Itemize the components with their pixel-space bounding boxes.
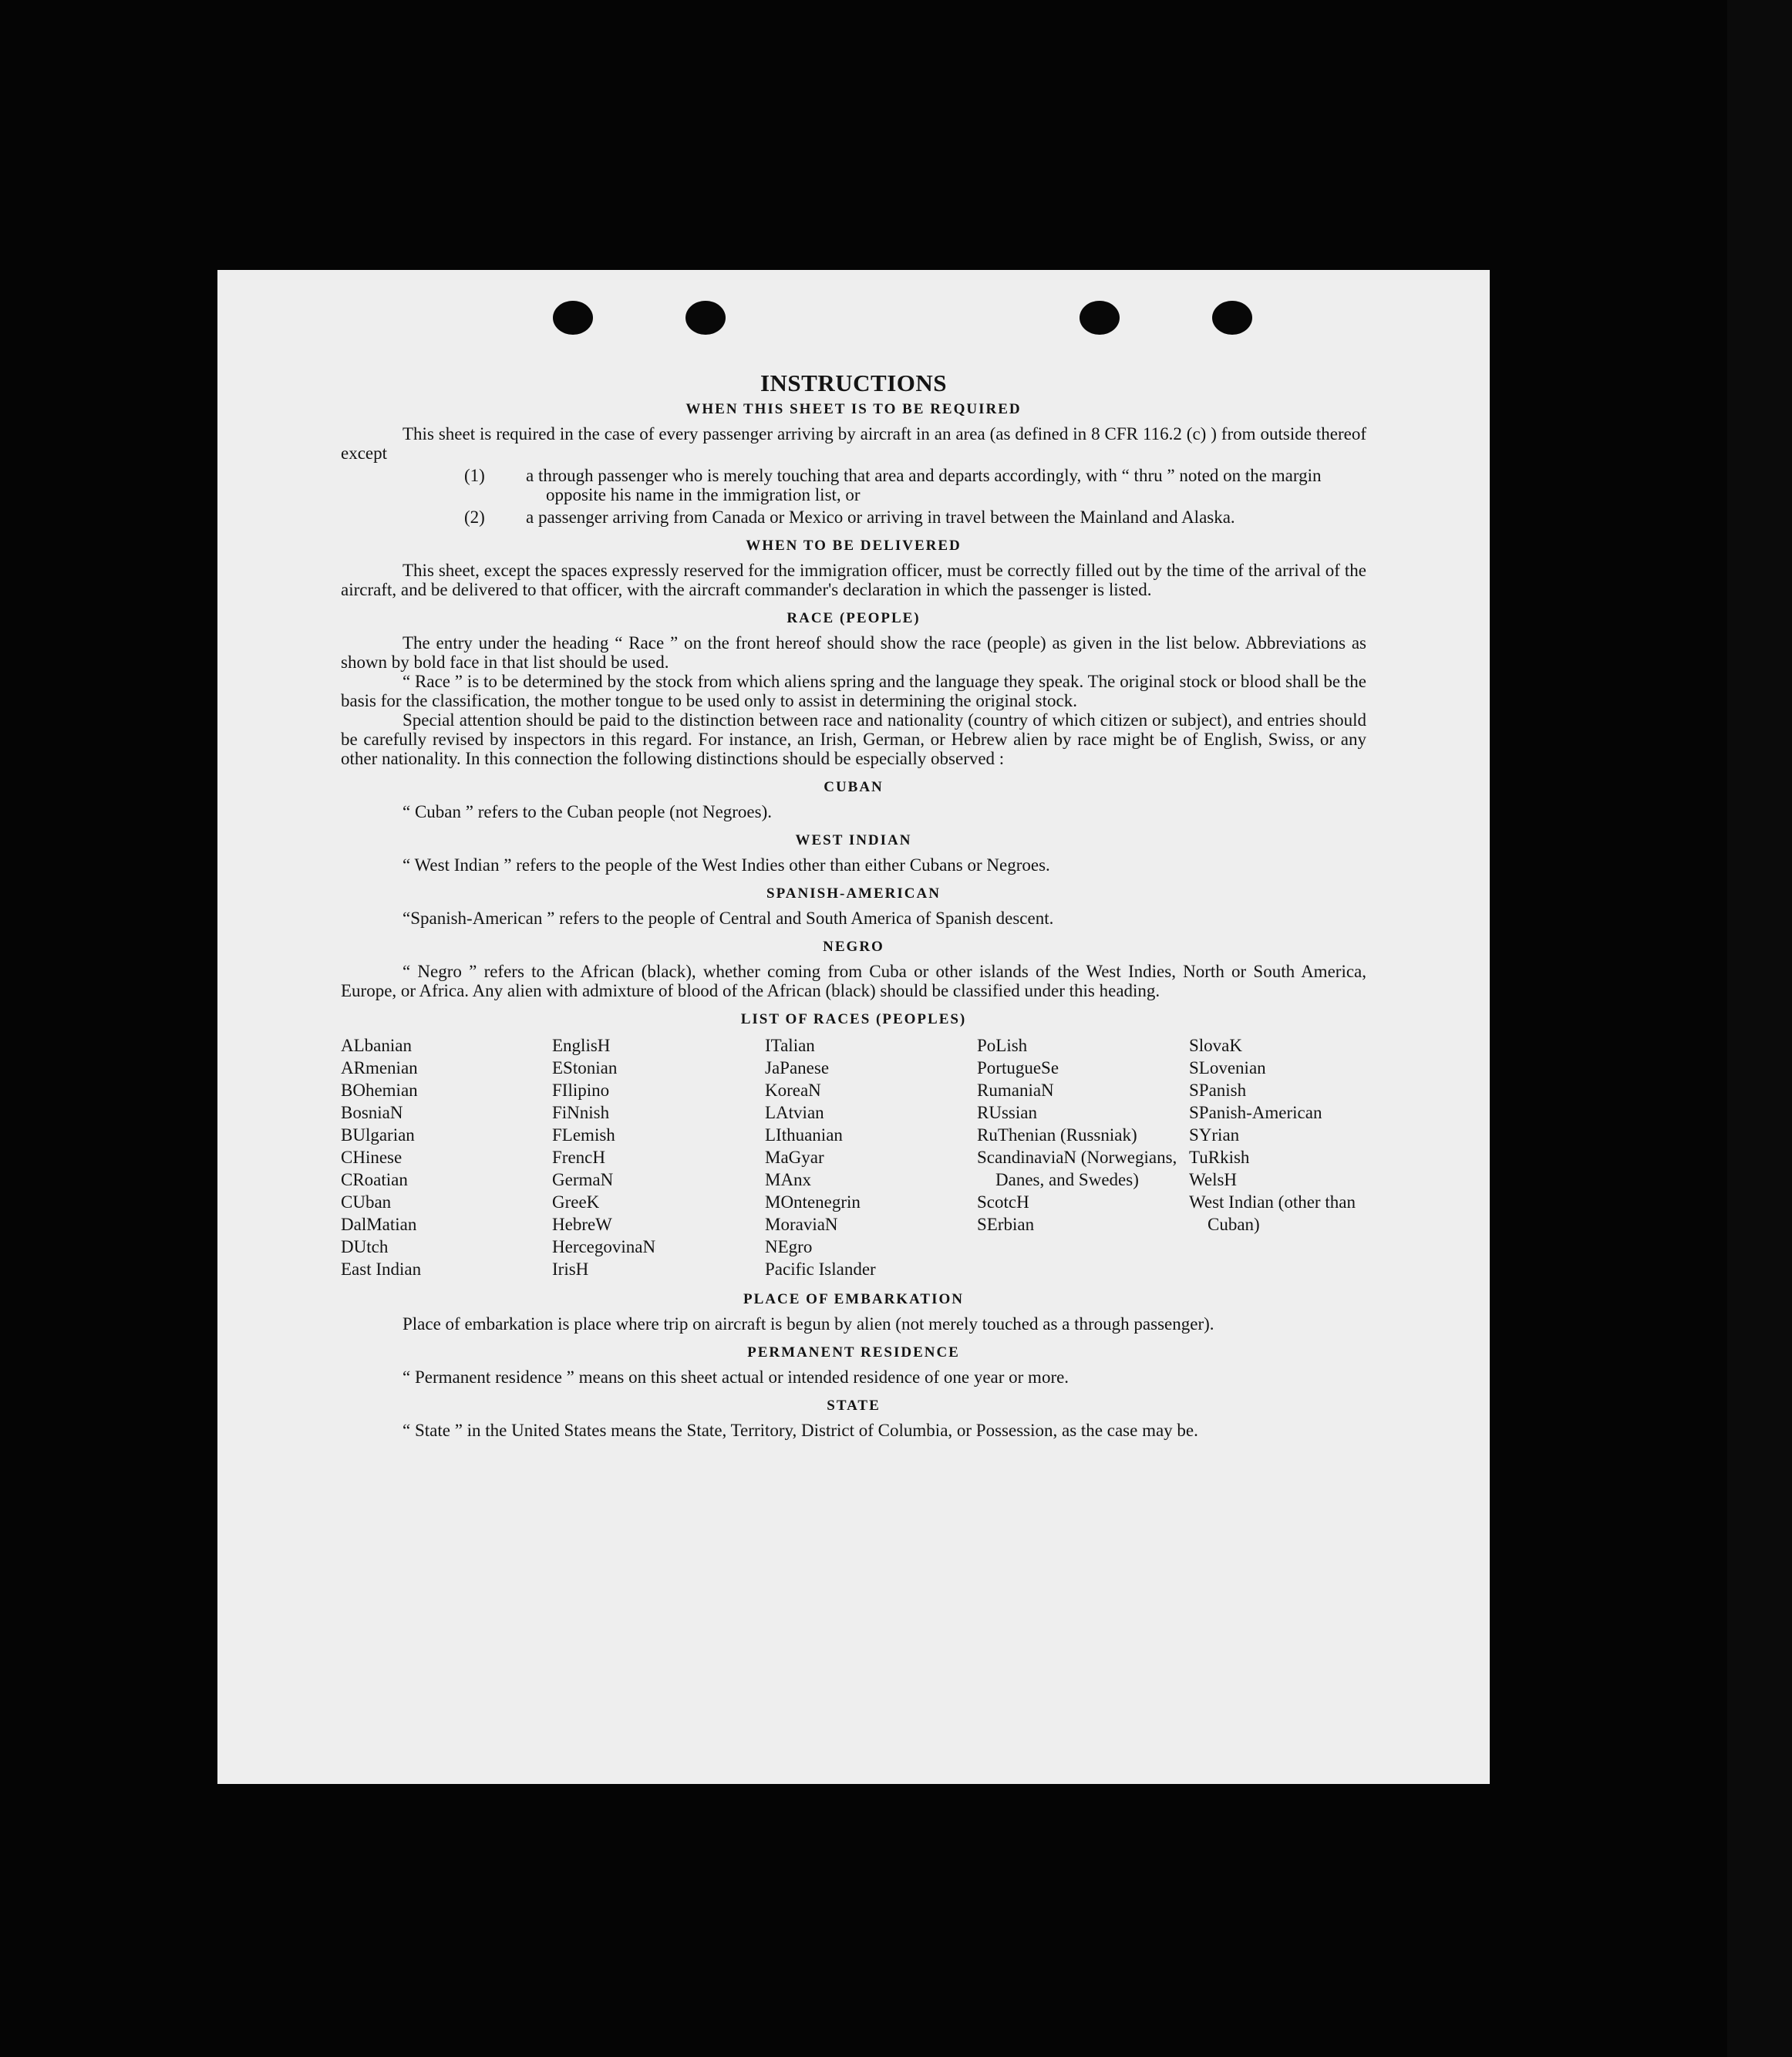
- race-entry: PoLish: [977, 1036, 1028, 1055]
- race-entry: NEgro: [765, 1237, 813, 1256]
- race-entry: CRoatian: [341, 1170, 408, 1189]
- race-entry: ARmenian: [341, 1058, 418, 1077]
- race-entry: ScotcH: [977, 1192, 1029, 1212]
- race-entry: ITalian: [765, 1036, 815, 1055]
- race-entry: SPanish: [1189, 1081, 1247, 1100]
- section-heading-west-indian: WEST INDIAN: [795, 832, 912, 848]
- race-entry: West Indian (other than Cuban): [1189, 1192, 1356, 1234]
- race-paragraph-1: The entry under the heading “ Race ” on the front hereof should show the race (people) as given in the list below. Abbreviations as shown by bold face in that list should be used.: [341, 633, 1366, 672]
- embarkation-text: Place of embarkation is place where trip on aircraft is begun by alien (not merely touched as a through passenger).: [403, 1314, 1214, 1334]
- race-entry: SlovaK: [1189, 1036, 1242, 1055]
- punch-hole: [1080, 301, 1120, 335]
- section-heading-spanish-american: SPANISH-AMERICAN: [766, 885, 941, 902]
- race-entry: IrisH: [552, 1259, 589, 1279]
- section-heading-embarkation: PLACE OF EMBARKATION: [743, 1291, 964, 1307]
- section-heading-cuban: CUBAN: [824, 779, 884, 795]
- page-title: INSTRUCTIONS: [760, 369, 947, 396]
- race-entry: DalMatian: [341, 1215, 417, 1234]
- race-entry: SYrian: [1189, 1125, 1240, 1145]
- race-entry: RumaniaN: [977, 1081, 1054, 1100]
- race-entry: TuRkish: [1189, 1148, 1250, 1167]
- race-entry: East Indian: [341, 1259, 422, 1279]
- races-list: [341, 1034, 1366, 1280]
- race-entry: RuThenian (Russniak): [977, 1125, 1137, 1145]
- race-entry: GreeK: [552, 1192, 600, 1212]
- race-entry: Pacific Islander: [765, 1259, 876, 1279]
- race-entry: ScandinaviaN (Norwegians, Danes, and Swedes): [977, 1148, 1177, 1189]
- race-entry: FrencH: [552, 1148, 605, 1167]
- race-entry: MAnx: [765, 1170, 812, 1189]
- race-entry: PortugueSe: [977, 1058, 1059, 1077]
- section-heading-state: STATE: [827, 1398, 881, 1414]
- exception-item-1: [341, 466, 1366, 504]
- sheet-content: [341, 370, 1366, 1440]
- punch-hole: [553, 301, 593, 335]
- race-entry: FLemish: [552, 1125, 615, 1145]
- race-entry: BOhemian: [341, 1081, 418, 1100]
- race-entry: KoreaN: [765, 1081, 821, 1100]
- race-entry: EStonian: [552, 1058, 618, 1077]
- race-entry: ALbanian: [341, 1036, 412, 1055]
- race-entry: JaPanese: [765, 1058, 830, 1077]
- races-column: [552, 1034, 765, 1280]
- race-entry: FIlipino: [552, 1081, 610, 1100]
- when-delivered-text: This sheet, except the spaces expressly reserved for the immigration officer, must be correctly filled out by the time of the arrival of the aircraft, and be delivered to that officer, with the aircraft commander's declaration in which the passenger is listed.: [341, 561, 1366, 599]
- race-entry: RUssian: [977, 1103, 1037, 1122]
- race-entry: MOntenegrin: [765, 1192, 861, 1212]
- race-entry: SErbian: [977, 1215, 1035, 1234]
- cuban-text: “ Cuban ” refers to the Cuban people (not Negroes).: [403, 802, 773, 821]
- negro-text: “ Negro ” refers to the African (black), whether coming from Cuba or other islands of the West Indies, North or South America, Europe, or Africa. Any alien with admixture of blood of the African (black) should be classified under this heading.: [341, 962, 1366, 1000]
- race-entry: CHinese: [341, 1148, 403, 1167]
- race-entry: LIthuanian: [765, 1125, 843, 1145]
- race-entry: HercegovinaN: [552, 1237, 656, 1256]
- race-entry: LAtvian: [765, 1103, 824, 1122]
- punch-hole: [685, 301, 726, 335]
- races-column: [765, 1034, 977, 1280]
- section-heading-when-delivered: WHEN TO BE DELIVERED: [746, 538, 962, 554]
- spanish-american-text: “Spanish-American ” refers to the people of Central and South America of Spanish descent.: [403, 909, 1054, 928]
- race-entry: MaGyar: [765, 1148, 824, 1167]
- state-text: “ State ” in the United States means the State, Territory, District of Columbia, or Possession, as the case may be.: [403, 1421, 1198, 1440]
- instruction-sheet: [217, 270, 1490, 1784]
- race-entry: DUtch: [341, 1237, 389, 1256]
- races-column: [1189, 1034, 1366, 1280]
- race-entry: CUban: [341, 1192, 392, 1212]
- item-number: (1): [464, 466, 485, 485]
- race-entry: GermaN: [552, 1170, 614, 1189]
- race-entry: BUlgarian: [341, 1125, 415, 1145]
- race-entry: HebreW: [552, 1215, 612, 1234]
- race-entry: WelsH: [1189, 1170, 1238, 1189]
- item-text: a passenger arriving from Canada or Mexico or arriving in travel between the Mainland and Alaska.: [526, 508, 1235, 527]
- race-entry: SLovenian: [1189, 1058, 1266, 1077]
- race-entry: BosniaN: [341, 1103, 403, 1122]
- race-paragraph-2: “ Race ” is to be determined by the stock from which aliens spring and the language they speak. The original stock or blood shall be the basis for the classification, the mother tongue to be used only to assist in determining the original stock.: [341, 672, 1366, 710]
- section-heading-race: RACE (PEOPLE): [787, 610, 921, 626]
- race-entry: EnglisH: [552, 1036, 611, 1055]
- item-text: a through passenger who is merely touching that area and departs accordingly, with “ thru ” noted on the margin opposite his name in the immigration list, or: [526, 466, 1322, 504]
- section-heading-when-required: WHEN THIS SHEET IS TO BE REQUIRED: [685, 401, 1022, 417]
- when-required-intro: This sheet is required in the case of every passenger arriving by aircraft in an area (as defined in 8 CFR 116.2 (c) ) from outside thereof except: [341, 424, 1366, 463]
- race-entry: MoraviaN: [765, 1215, 838, 1234]
- item-number: (2): [464, 508, 485, 527]
- west-indian-text: “ West Indian ” refers to the people of the West Indies other than either Cubans or Negroes.: [403, 855, 1050, 875]
- race-entry: FiNnish: [552, 1103, 610, 1122]
- residence-text: “ Permanent residence ” means on this sheet actual or intended residence of one year or more.: [403, 1367, 1069, 1387]
- section-heading-negro: NEGRO: [823, 939, 884, 955]
- races-column: [977, 1034, 1189, 1280]
- punch-hole: [1212, 301, 1252, 335]
- section-heading-residence: PERMANENT RESIDENCE: [747, 1344, 960, 1361]
- race-paragraph-3: Special attention should be paid to the distinction between race and nationality (country of which citizen or subject), and entries should be carefully revised by inspectors in this regard. For instance, an Irish, German, or Hebrew alien by race might be of English, Swiss, or any other nationality. In this connection the following distinctions should be especially observed :: [341, 710, 1366, 768]
- exception-item-2: [341, 508, 1366, 527]
- section-heading-list-of-races: LIST OF RACES (PEOPLES): [740, 1011, 967, 1027]
- races-column: [341, 1034, 552, 1280]
- race-entry: SPanish-American: [1189, 1103, 1322, 1122]
